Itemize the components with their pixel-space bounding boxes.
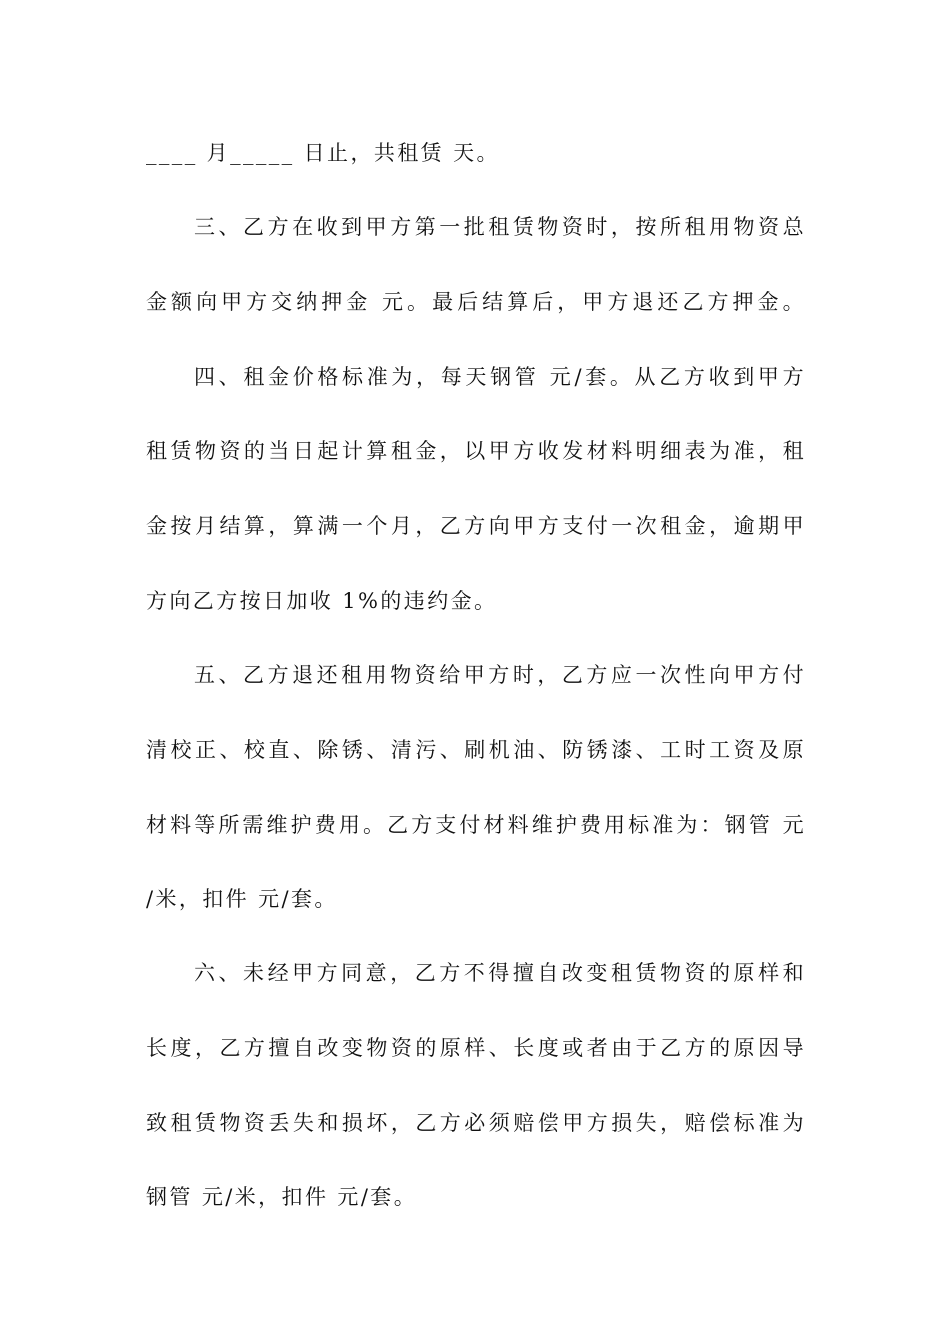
paragraph-3-line-2: 金额向甲方交纳押金 元。最后结算后，甲方退还乙方押金。 [146, 290, 806, 314]
text-line: ____ 月_____ 日止，共租赁 天。 [146, 141, 500, 165]
paragraph-5-line-1: 五、乙方退还租用物资给甲方时，乙方应一次性向甲方付 [194, 663, 806, 687]
paragraph-4-line-3: 金按月结算，算满一个月，乙方向甲方支付一次租金，逾期甲 [146, 514, 806, 538]
paragraph-4-line-4: 方向乙方按日加收 1%的违约金。 [146, 589, 498, 613]
paragraph-6-line-1: 六、未经甲方同意，乙方不得擅自改变租赁物资的原样和 [194, 961, 806, 985]
paragraph-4-line-1: 四、租金价格标准为，每天钢管 元/套。从乙方收到甲方 [194, 365, 806, 389]
paragraph-5-line-4: /米，扣件 元/套。 [146, 887, 338, 911]
paragraph-4-line-2: 租赁物资的当日起计算租金，以甲方收发材料明细表为准，租 [146, 439, 806, 463]
paragraph-6-line-2: 长度，乙方擅自改变物资的原样、长度或者由于乙方的原因导 [146, 1036, 806, 1060]
paragraph-5-line-3: 材料等所需维护费用。乙方支付材料维护费用标准为：钢管 元 [146, 813, 806, 837]
paragraph-5-line-2: 清校正、校直、除锈、清污、刷机油、防锈漆、工时工资及原 [146, 738, 806, 762]
paragraph-6-line-3: 致租赁物资丢失和损坏，乙方必须赔偿甲方损失，赔偿标准为 [146, 1111, 806, 1135]
paragraph-6-line-4: 钢管 元/米，扣件 元/套。 [146, 1185, 418, 1209]
paragraph-3-line-1: 三、乙方在收到甲方第一批租赁物资时，按所租用物资总 [194, 215, 806, 239]
